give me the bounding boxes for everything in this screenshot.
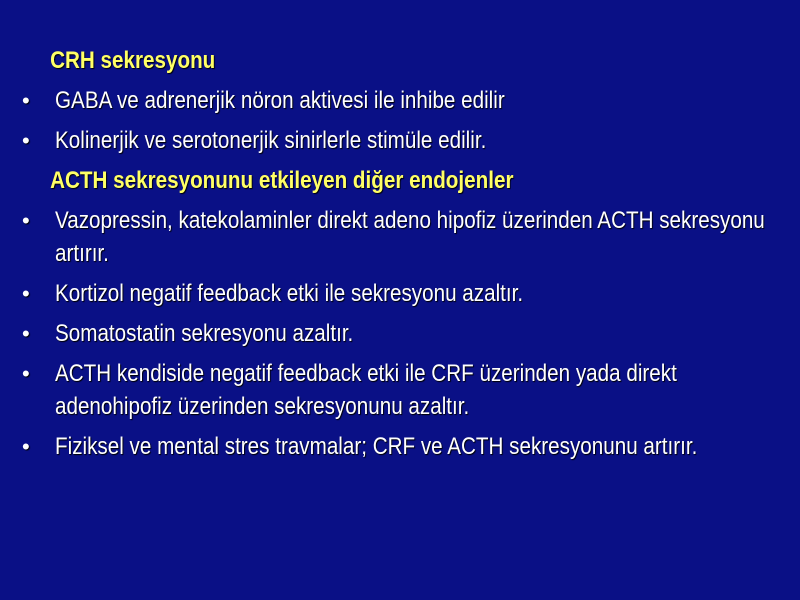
- bullet-text: Kolinerjik ve serotonerjik sinirlerle stimüle edilir.: [55, 127, 487, 154]
- bullet-icon: •: [22, 281, 30, 306]
- bullet-item: [20, 430, 790, 463]
- bullet-icon: •: [22, 321, 30, 346]
- bullet-icon: •: [22, 128, 30, 153]
- bullet-text: GABA ve adrenerjik nöron aktivesi ile inhibe edilir: [55, 87, 505, 114]
- bullet-text: ACTH kendiside negatif feedback etki ile CRF üzerinden yada direkt adenohipofiz üzerinden sekresyonunu azaltır.: [55, 360, 677, 420]
- bullet-text: Vazopressin, katekolaminler direkt adeno hipofiz üzerinden ACTH sekresyonu artırır.: [55, 207, 765, 267]
- bullet-icon: •: [22, 88, 30, 113]
- bullet-item: [20, 277, 790, 310]
- section-heading-crh: CRH sekresyonu: [50, 47, 216, 74]
- bullet-item: [20, 357, 790, 423]
- bullet-icon: •: [22, 434, 30, 459]
- bullet-text: Kortizol negatif feedback etki ile sekresyonu azaltır.: [55, 280, 524, 307]
- bullet-item: [20, 124, 790, 157]
- bullet-item: [20, 317, 790, 350]
- bullet-text: Fiziksel ve mental stres travmalar; CRF ve ACTH sekresyonunu artırır.: [55, 433, 698, 460]
- bullet-icon: •: [22, 361, 30, 386]
- bullet-icon: •: [22, 208, 30, 233]
- bullet-text: Somatostatin sekresyonu azaltır.: [55, 320, 354, 347]
- section-heading-acth: ACTH sekresyonunu etkileyen diğer endojenler: [50, 167, 514, 194]
- bullet-item: [20, 204, 790, 270]
- slide-content: [20, 44, 790, 470]
- bullet-item: [20, 84, 790, 117]
